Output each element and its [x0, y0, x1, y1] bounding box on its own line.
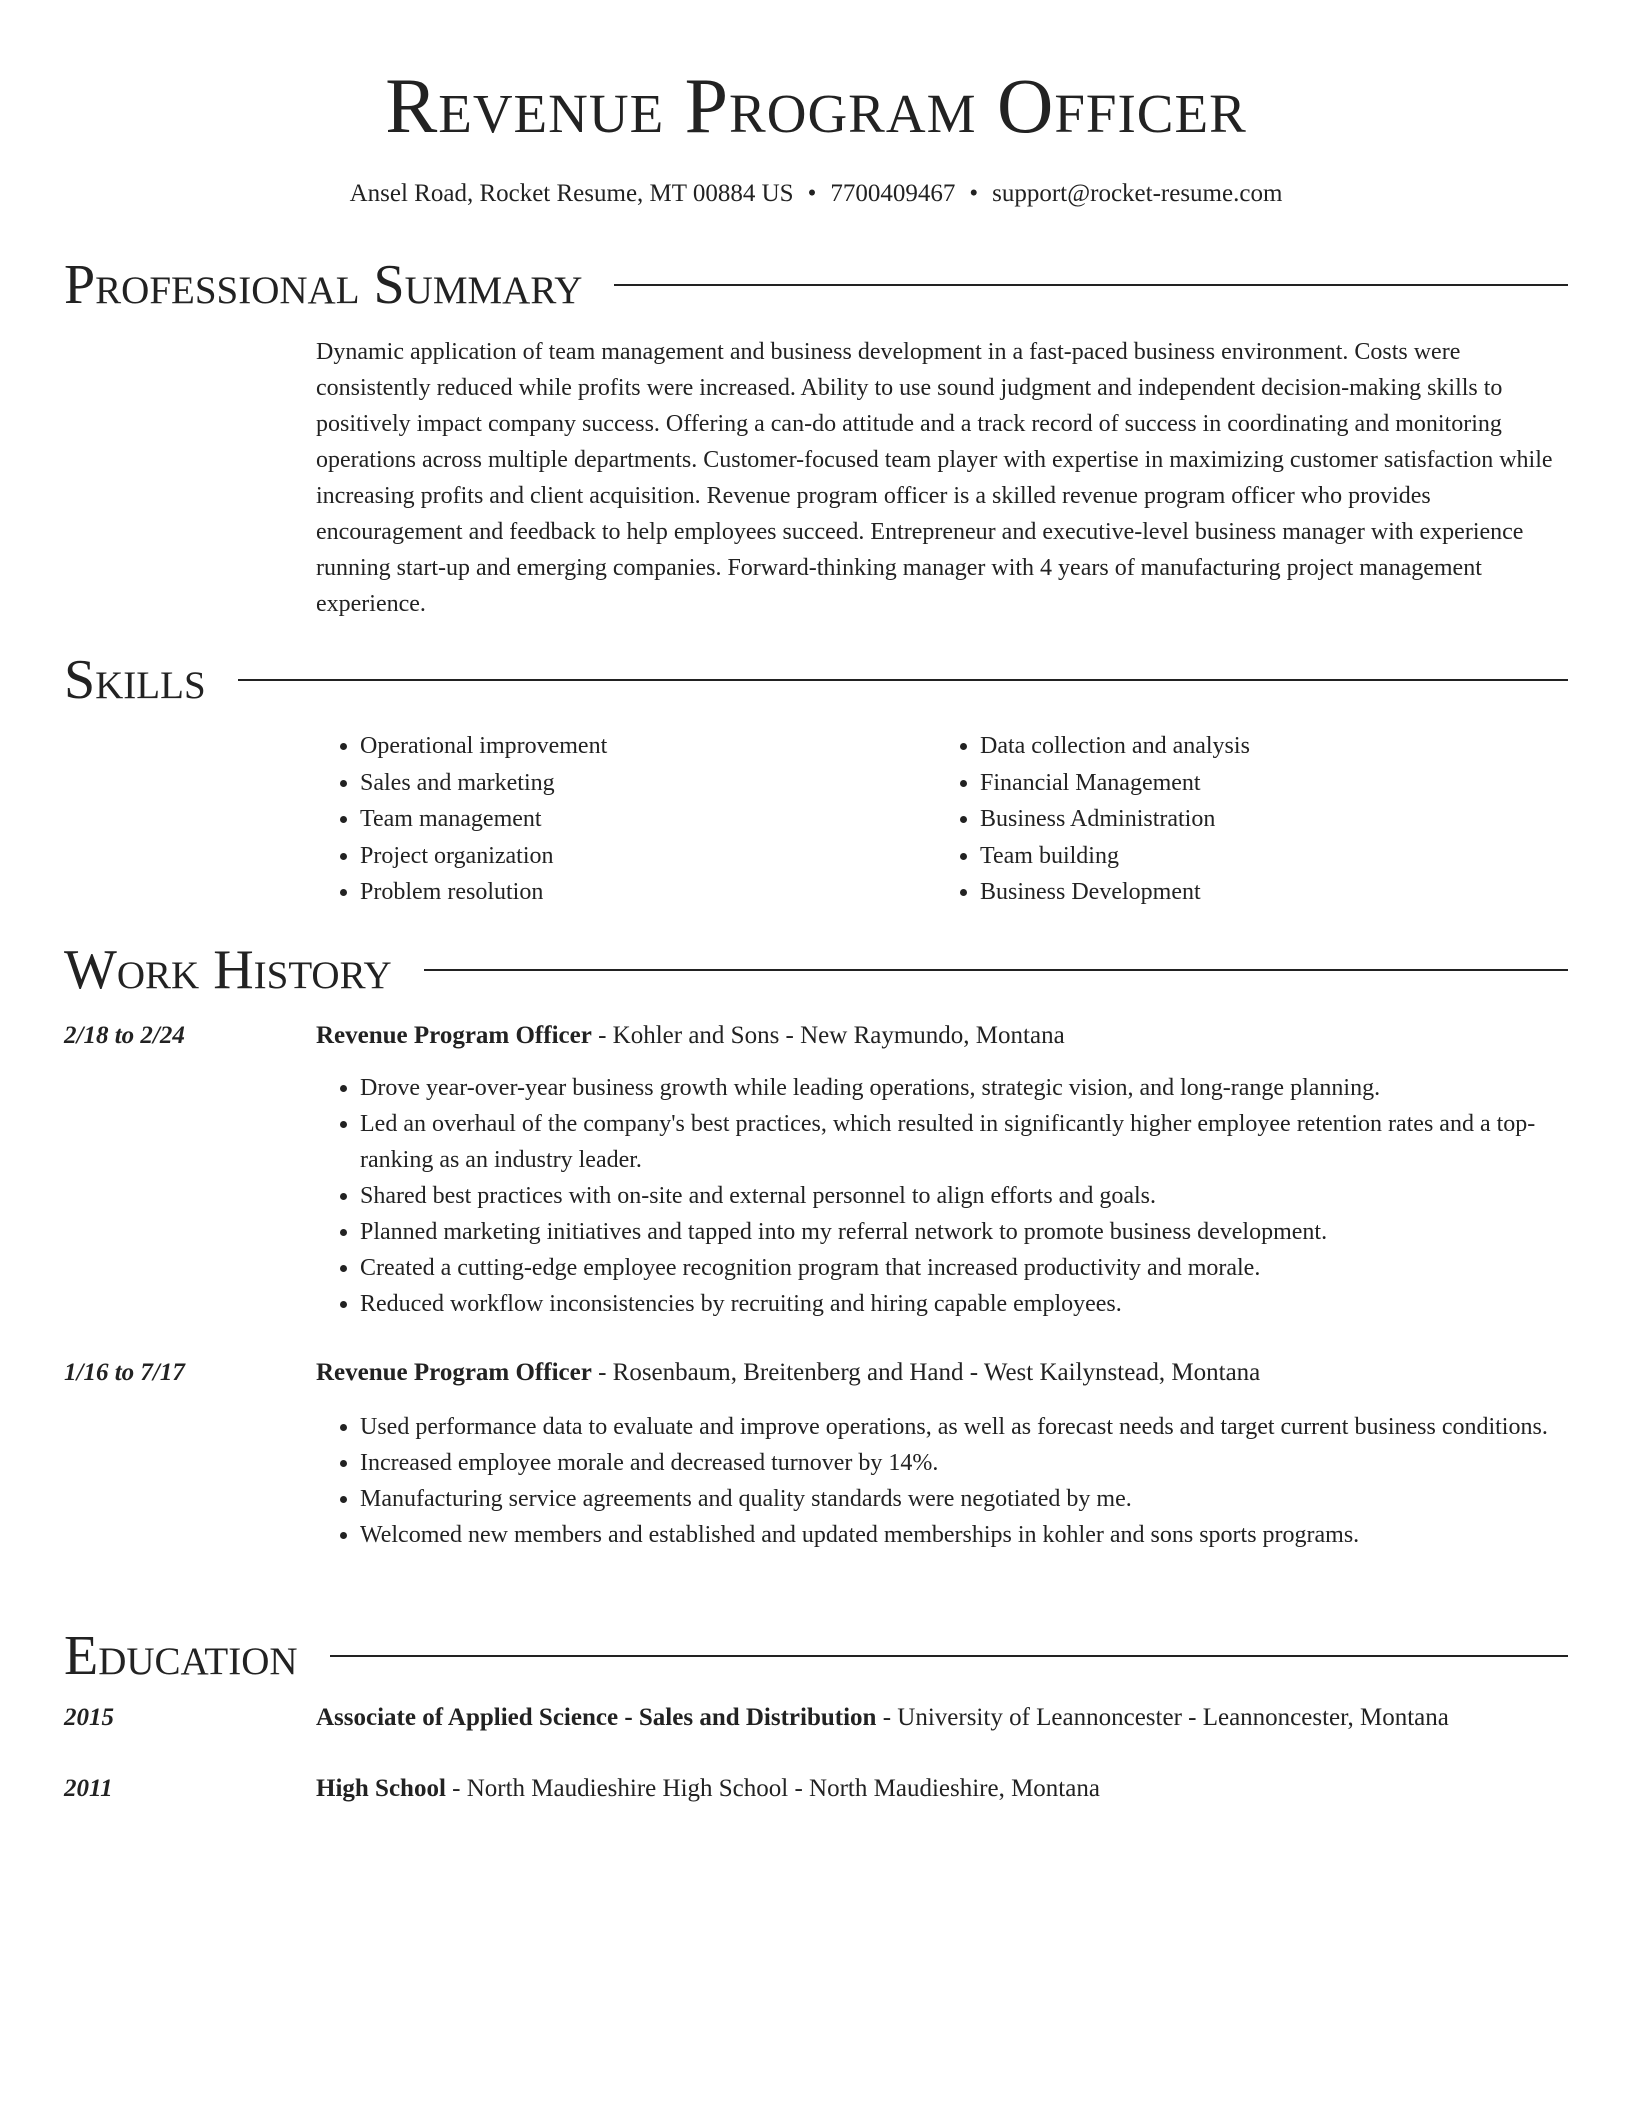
work-section-heading: [64, 935, 1568, 1005]
job-title-line: [316, 1018, 1568, 1054]
education-degree: High School: [316, 1775, 446, 1802]
job-bullet: • Welcomed new members and established and updated memberships in kohler and sons sports programs.: [360, 1517, 1568, 1553]
skill-item: • Sales and marketing: [360, 765, 936, 802]
skill-item: • Operational improvement: [360, 728, 936, 765]
section-divider: [614, 284, 1568, 286]
skills-column-right: [936, 728, 1556, 911]
separator-dot: •: [969, 180, 979, 207]
section-divider: [424, 969, 1568, 971]
job-bullet: • Shared best practices with on-site and external personnel to align efforts and goals.: [360, 1178, 1568, 1214]
skill-item: • Business Development: [980, 874, 1556, 911]
education-school: - University of Leannoncester - Leannoncester, Montana: [876, 1704, 1449, 1731]
education-section-heading: [64, 1621, 1568, 1691]
skills-list: [316, 728, 1568, 911]
section-title: Education: [64, 1625, 298, 1687]
skill-item: • Financial Management: [980, 765, 1556, 802]
email: support@rocket-resume.com: [992, 180, 1283, 207]
job-bullet: • Used performance data to evaluate and improve operations, as well as forecast needs and target current business conditions.: [360, 1409, 1568, 1445]
education-degree: Associate of Applied Science - Sales and Distribution: [316, 1704, 877, 1731]
job-title: Revenue Program Officer: [316, 1022, 592, 1049]
phone: 7700409467: [830, 180, 956, 207]
candidate-name: Revenue Program Officer: [385, 62, 1247, 149]
education-line: [316, 1771, 1568, 1807]
education-school: - North Maudieshire High School - North Maudieshire, Montana: [445, 1775, 1100, 1802]
skill-item: • Data collection and analysis: [980, 728, 1556, 765]
education-line: [316, 1700, 1568, 1736]
job-dates: 1/16 to 7/17: [64, 1359, 185, 1386]
skill-item: • Business Administration: [980, 801, 1556, 838]
summary-section-heading: [64, 250, 1568, 320]
job-bullet: • Drove year-over-year business growth while leading operations, strategic vision, and long-range planning.: [360, 1070, 1568, 1106]
contact-line: [0, 178, 1632, 210]
section-title: Work History: [64, 939, 392, 1001]
education-year: 2011: [64, 1775, 113, 1802]
address: Ansel Road, Rocket Resume, MT 00884 US: [349, 180, 794, 207]
skills-column-left: [316, 728, 936, 911]
section-title: Skills: [64, 649, 206, 711]
resume-header: [0, 58, 1632, 210]
section-divider: [238, 679, 1568, 681]
job-title-line: [316, 1355, 1568, 1391]
job-bullet: • Increased employee morale and decreased turnover by 14%.: [360, 1445, 1568, 1481]
job-bullet: • Reduced workflow inconsistencies by recruiting and hiring capable employees.: [360, 1286, 1568, 1322]
skill-item: • Project organization: [360, 838, 936, 875]
job-bullet: • Created a cutting-edge employee recognition program that increased productivity and morale.: [360, 1250, 1568, 1286]
job-bullet: • Planned marketing initiatives and tapped into my referral network to promote business development.: [360, 1214, 1568, 1250]
job-title: Revenue Program Officer: [316, 1359, 592, 1386]
job-bullets: [316, 1409, 1568, 1553]
section-title: Professional Summary: [64, 254, 583, 316]
section-divider: [330, 1655, 1568, 1657]
job-bullet: • Manufacturing service agreements and quality standards were negotiated by me.: [360, 1481, 1568, 1517]
skill-item: • Team management: [360, 801, 936, 838]
skill-item: • Team building: [980, 838, 1556, 875]
job-dates: 2/18 to 2/24: [64, 1022, 185, 1049]
summary-text: Dynamic application of team management and business development in a fast-paced business environment. Costs were consistently reduced while profits were increased. Ability to use sound judgment and independent decision-making skills to positively impact company success. Offering a can-do attitude and a track record of success in coordinating and monitoring operations across multiple departments. Customer-focused team player with expertise in maximizing customer satisfaction while increasing profits and client acquisition. Revenue program officer is a skilled revenue program officer who provides encouragement and feedback to help employees succeed. Entrepreneur and executive-level business manager with experience running start-up and emerging companies. Forward-thinking manager with 4 years of manufacturing project management experience.: [316, 339, 1553, 617]
job-bullet: • Led an overhaul of the company's best practices, which resulted in significantly higher employee retention rates and a top-ranking as an industry leader.: [360, 1106, 1568, 1178]
skill-item: • Problem resolution: [360, 874, 936, 911]
job-employer: - Kohler and Sons - New Raymundo, Montana: [591, 1022, 1065, 1049]
job-bullets: [316, 1070, 1568, 1322]
separator-dot: •: [807, 180, 817, 207]
education-year: 2015: [64, 1704, 114, 1731]
job-employer: - Rosenbaum, Breitenberg and Hand - West Kailynstead, Montana: [591, 1359, 1261, 1386]
skills-section-heading: [64, 645, 1568, 715]
